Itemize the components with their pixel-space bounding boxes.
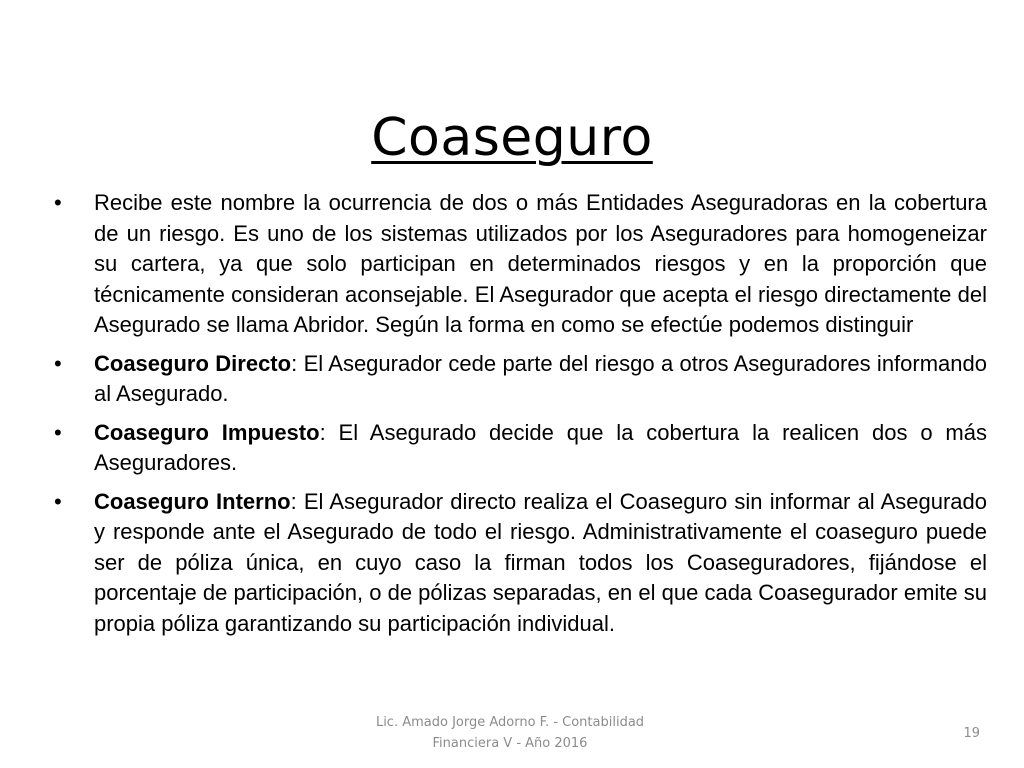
bullet-term: Coaseguro Interno (94, 488, 291, 514)
bullet-list (52, 188, 987, 647)
bullet-separator: : (291, 350, 298, 376)
slide-title: Coaseguro (371, 108, 653, 168)
bullet-text: Recibe este nombre la ocurrencia de dos o más Entidades Aseguradoras en la cobertura de un riesgo. Es uno de los sistemas utilizados por los Aseguradores para homogeneizar su cartera, ya que solo participan en determinados riesgos y en la proporción que técnicamente consideran aconsejable. El Asegurador que acepta el riesgo directamente del Asegurado se llama Abridor. Según la forma en como se efectúe podemos distinguir (94, 190, 987, 337)
bullet-dot-icon: • (54, 419, 62, 445)
slide-number: 19 (963, 726, 980, 741)
bullet-separator: : (290, 488, 297, 514)
bullet-text: El Asegurado decide que la cobertura la realicen dos o más Aseguradores. (94, 419, 987, 475)
bullet-text: El Asegurador cede parte del riesgo a otros Aseguradores informando al Asegurado. (94, 350, 987, 406)
bullet-item-coaseguro-directo (52, 349, 987, 410)
footer-text (340, 712, 680, 754)
bullet-separator: : (319, 419, 326, 445)
bullet-dot-icon: • (54, 488, 62, 514)
bullet-term: Coaseguro Impuesto (94, 419, 320, 445)
bullet-item-intro (52, 188, 987, 341)
footer-line-2: Financiera V - Año 2016 (432, 736, 588, 751)
bullet-term: Coaseguro Directo (94, 350, 292, 376)
bullet-item-coaseguro-impuesto (52, 418, 987, 479)
bullet-dot-icon: • (54, 190, 62, 215)
bullet-text: El Asegurador directo realiza el Coaseguro sin informar al Asegurado y responde ante el Asegurado de todo el riesgo. Administrativamente el coaseguro puede ser de póliza única, en cuyo caso la firman todos los Coaseguradores, fijándose el porcentaje de participación, o de pólizas separadas, en el que cada Coasegurador emite su propia póliza garantizando su participación individual. (94, 488, 987, 636)
bullet-item-coaseguro-interno (52, 487, 987, 640)
footer-line-1: Lic. Amado Jorge Adorno F. - Contabilidad (375, 715, 645, 730)
bullet-dot-icon: • (54, 350, 62, 376)
